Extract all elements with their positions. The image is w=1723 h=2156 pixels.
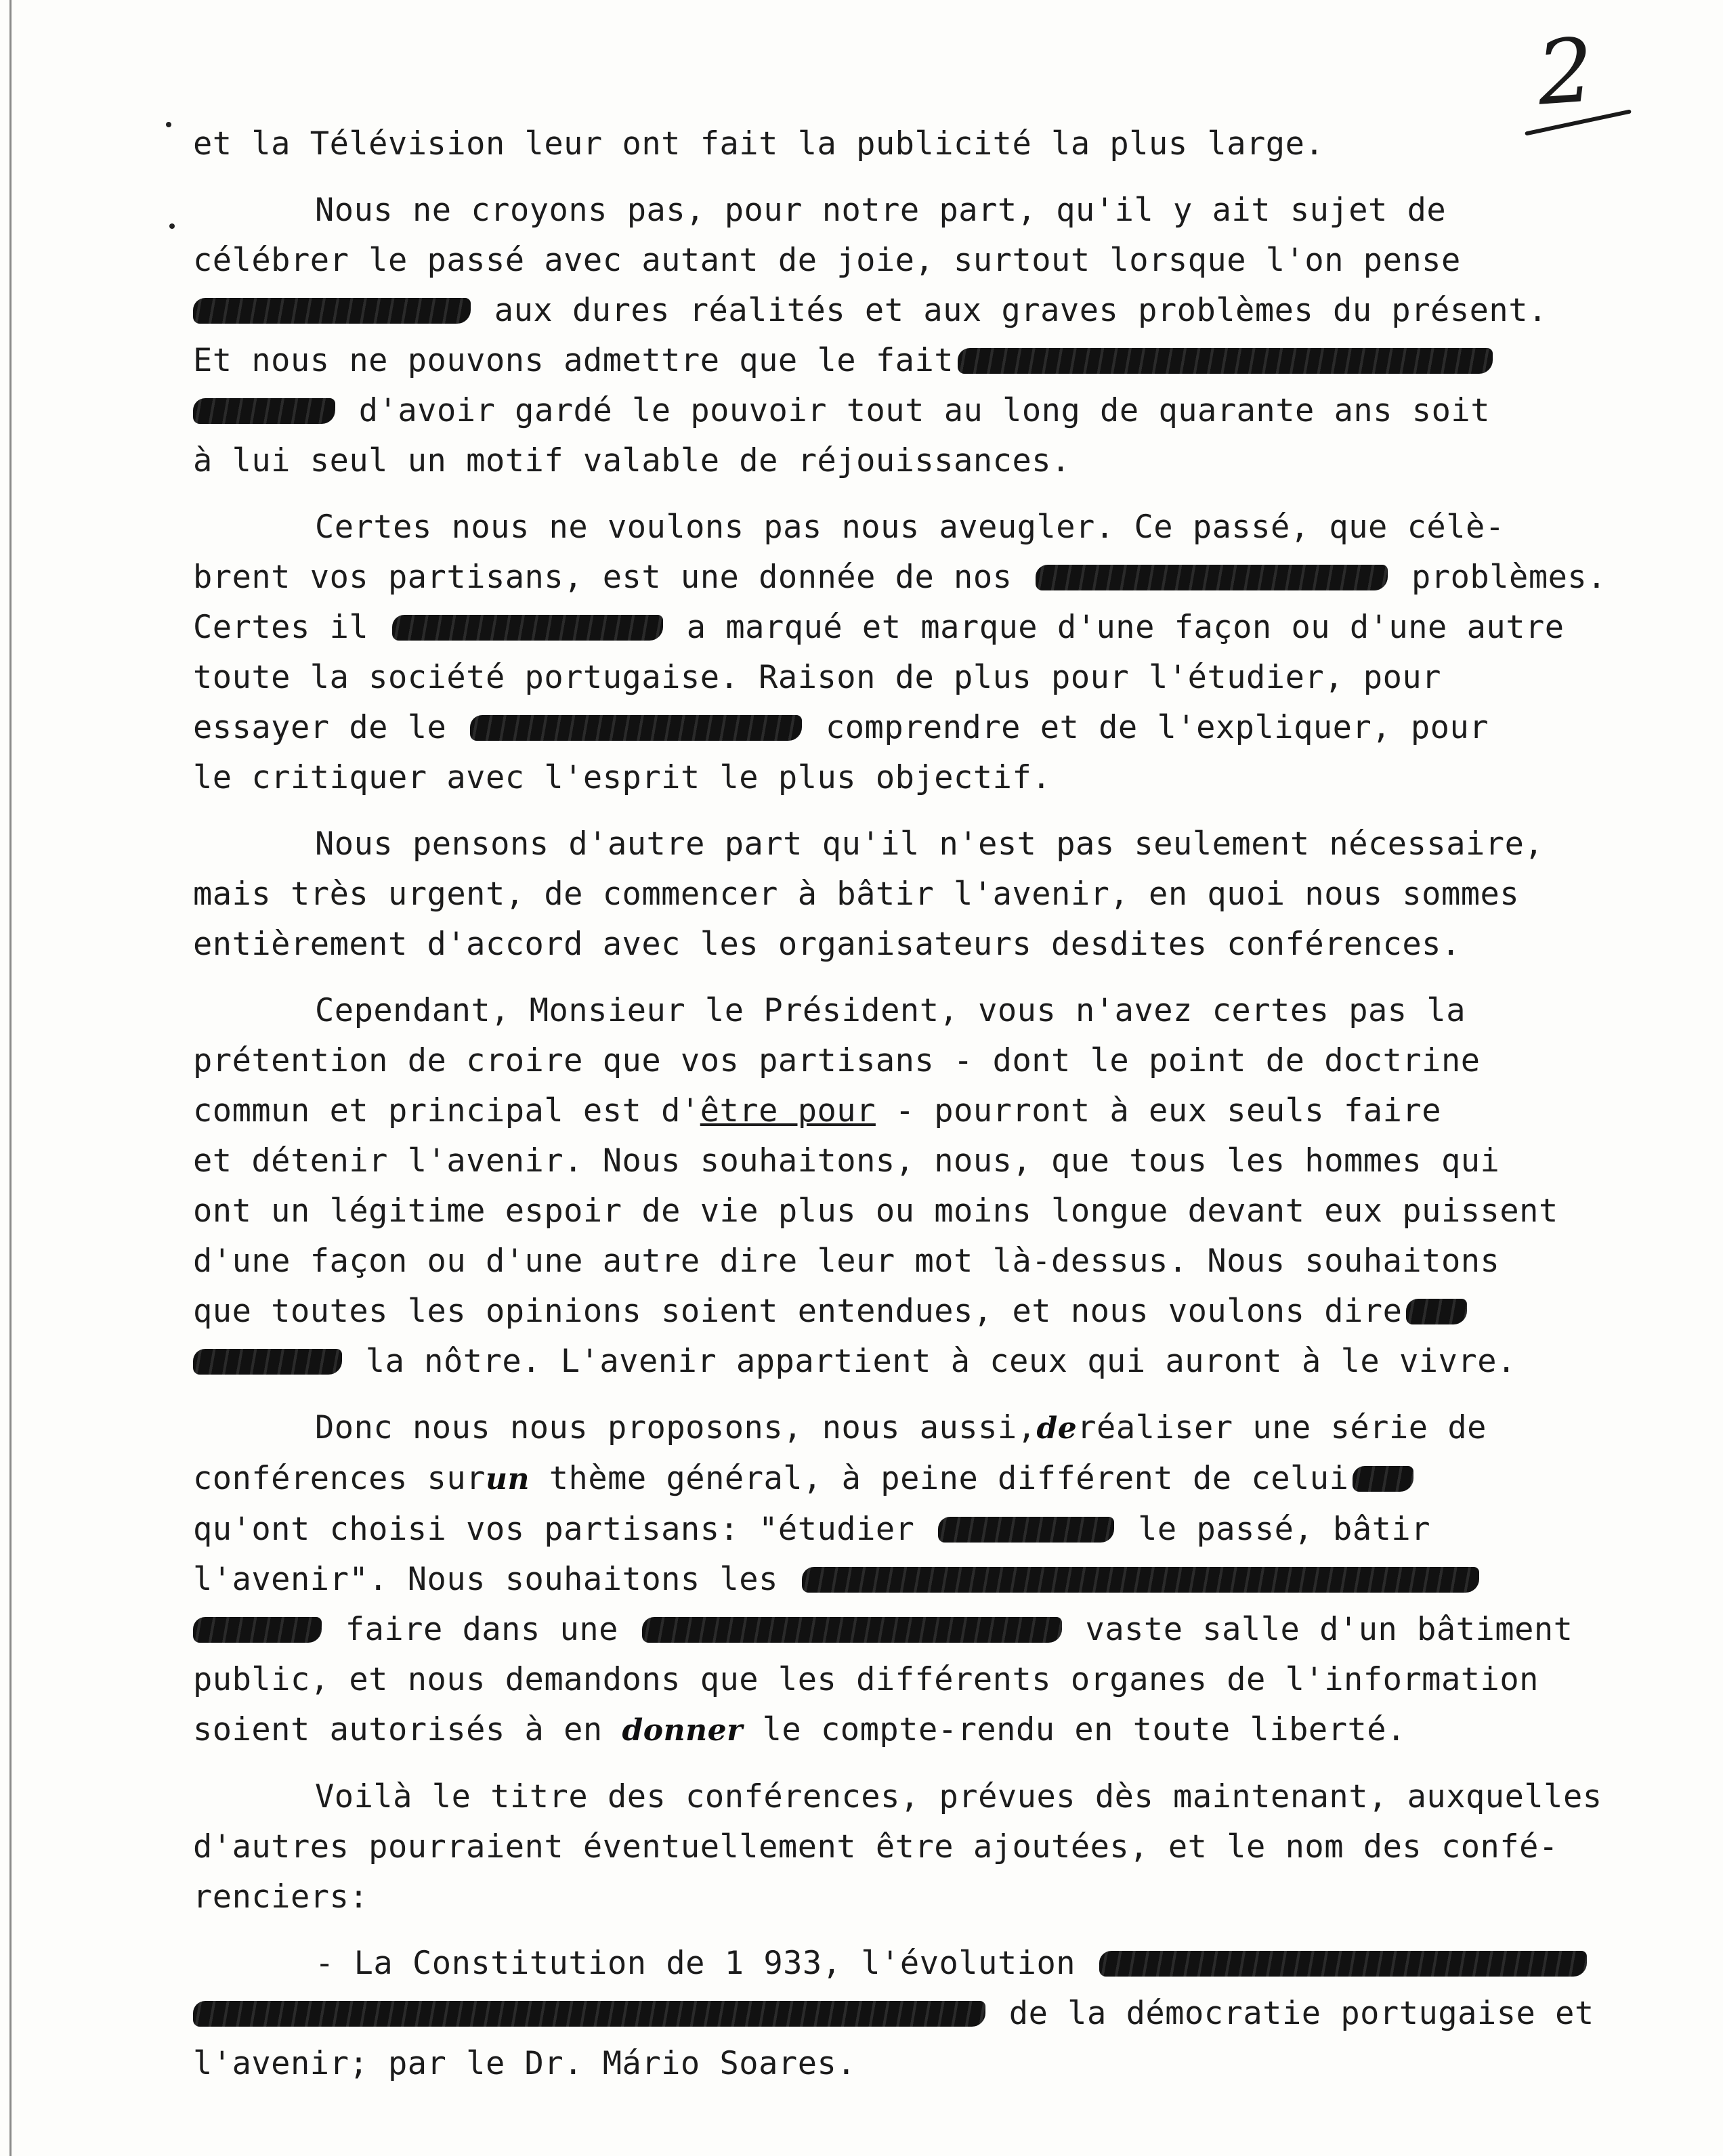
redaction-mark [193,398,335,424]
text-line: et détenir l'avenir. Nous souhaitons, nous, que tous les hommes qui [193,1142,1500,1180]
text-line: aux dures réalités et aux graves problèmes du présent. [193,286,1649,336]
redaction-mark [1353,1466,1413,1492]
text-line: ont un légitime espoir de vie plus ou moins longue devant eux puissent [193,1192,1558,1230]
text-line: public, et nous demandons que les différents organes de l'information [193,1661,1539,1698]
text-line: commun et principal est d'être pour - pourront à eux seuls faire [193,1092,1441,1129]
text-line: de la démocratie portugaise et [193,1989,1649,2039]
text-line: mais très urgent, de commencer à bâtir l'avenir, en quoi nous sommes [193,876,1520,913]
text-line: et la Télévision leur ont fait la publicité la plus large. [193,125,1325,163]
text-line: toute la société portugaise. Raison de plus pour l'étudier, pour [193,659,1441,696]
text-line: conférences surun thème général, à peine différent de celui [193,1454,1649,1505]
emphasized-phrase: être pour [700,1092,876,1129]
text-line: Nous ne croyons pas, pour notre part, qu'il y ait sujet de [315,192,1447,229]
paragraph-4 [193,819,1649,970]
paragraph-3 [193,502,1649,803]
text-line: Cependant, Monsieur le Président, vous n'avez certes pas la [315,992,1466,1029]
paragraph-6 [193,1403,1649,1756]
text-line: d'avoir gardé le pouvoir tout au long de quarante ans soit [193,386,1649,436]
handwritten-correction: un [485,1462,530,1496]
text-line: entièrement d'accord avec les organisateurs desdites conférences. [193,926,1461,963]
text-line: Certes il a marqué et marque d'une façon ou d'une autre [193,609,1565,646]
redaction-mark [958,348,1493,374]
paragraph-8 [193,1939,1649,2089]
text-line: célébrer le passé avec autant de joie, surtout lorsque l'on pense [193,242,1461,279]
redaction-mark [1099,1951,1587,1977]
text-line: faire dans une vaste salle d'un bâtiment [193,1605,1649,1655]
text-line: d'autres pourraient éventuellement être ajoutées, et le nom des confé- [193,1828,1558,1866]
text-line: soient autorisés à en donner le compte-rendu en toute liberté. [193,1711,1406,1748]
redaction-mark [938,1517,1114,1543]
redaction-mark [1036,565,1388,590]
redaction-mark [392,615,663,641]
text-line: renciers: [193,1878,369,1916]
paragraph-5 [193,986,1649,1387]
paragraph-7 [193,1772,1649,1922]
text-line: essayer de le comprendre et de l'expliquer, pour [193,709,1489,746]
text-line: l'avenir". Nous souhaitons les [193,1555,1649,1605]
text-line: le critiquer avec l'esprit le plus objectif. [193,759,1052,796]
redaction-mark [642,1617,1062,1643]
handwritten-insertion: de [1036,1411,1078,1446]
paragraph-2 [193,186,1649,486]
redaction-mark [193,1617,322,1643]
text-line: à lui seul un motif valable de réjouissances. [193,442,1071,479]
text-line: la nôtre. L'avenir appartient à ceux qui auront à le vivre. [193,1337,1649,1387]
redaction-mark [802,1567,1479,1593]
page-number: 2 [1533,18,1597,125]
redaction-mark [193,298,471,324]
text-line: Et nous ne pouvons admettre que le fait [193,336,1649,386]
letter-body [193,119,1649,2105]
margin-mark [169,223,175,229]
text-line: prétention de croire que vos partisans - dont le point de doctrine [193,1042,1481,1079]
text-line: qu'ont choisi vos partisans: "étudier le passé, bâtir [193,1511,1431,1548]
text-line: brent vos partisans, est une donnée de nos problèmes. [193,559,1607,596]
text-line: l'avenir; par le Dr. Mário Soares. [193,2045,857,2082]
redaction-mark [470,715,802,741]
text-line: Certes nous ne voulons pas nous aveugler. Ce passé, que célè- [315,509,1505,546]
text-line: - La Constitution de 1 933, l'évolution [193,1939,1649,1989]
redaction-mark [193,2001,985,2027]
redaction-mark [1406,1299,1467,1324]
redaction-mark [193,1349,342,1375]
text-line: que toutes les opinions soient entendues, et nous voulons dire [193,1287,1649,1337]
margin-mark [166,122,171,127]
text-line: Nous pensons d'autre part qu'il n'est pas seulement nécessaire, [315,825,1544,863]
handwritten-correction: donner [622,1713,743,1748]
text-line: Voilà le titre des conférences, prévues dès maintenant, auxquelles [315,1778,1602,1815]
paragraph-1 [193,119,1649,169]
scan-edge-line [9,0,12,2156]
text-line: d'une façon ou d'une autre dire leur mot là-dessus. Nous souhaitons [193,1243,1500,1280]
text-line: Donc nous nous proposons, nous aussi,deréaliser une série de [315,1409,1487,1446]
